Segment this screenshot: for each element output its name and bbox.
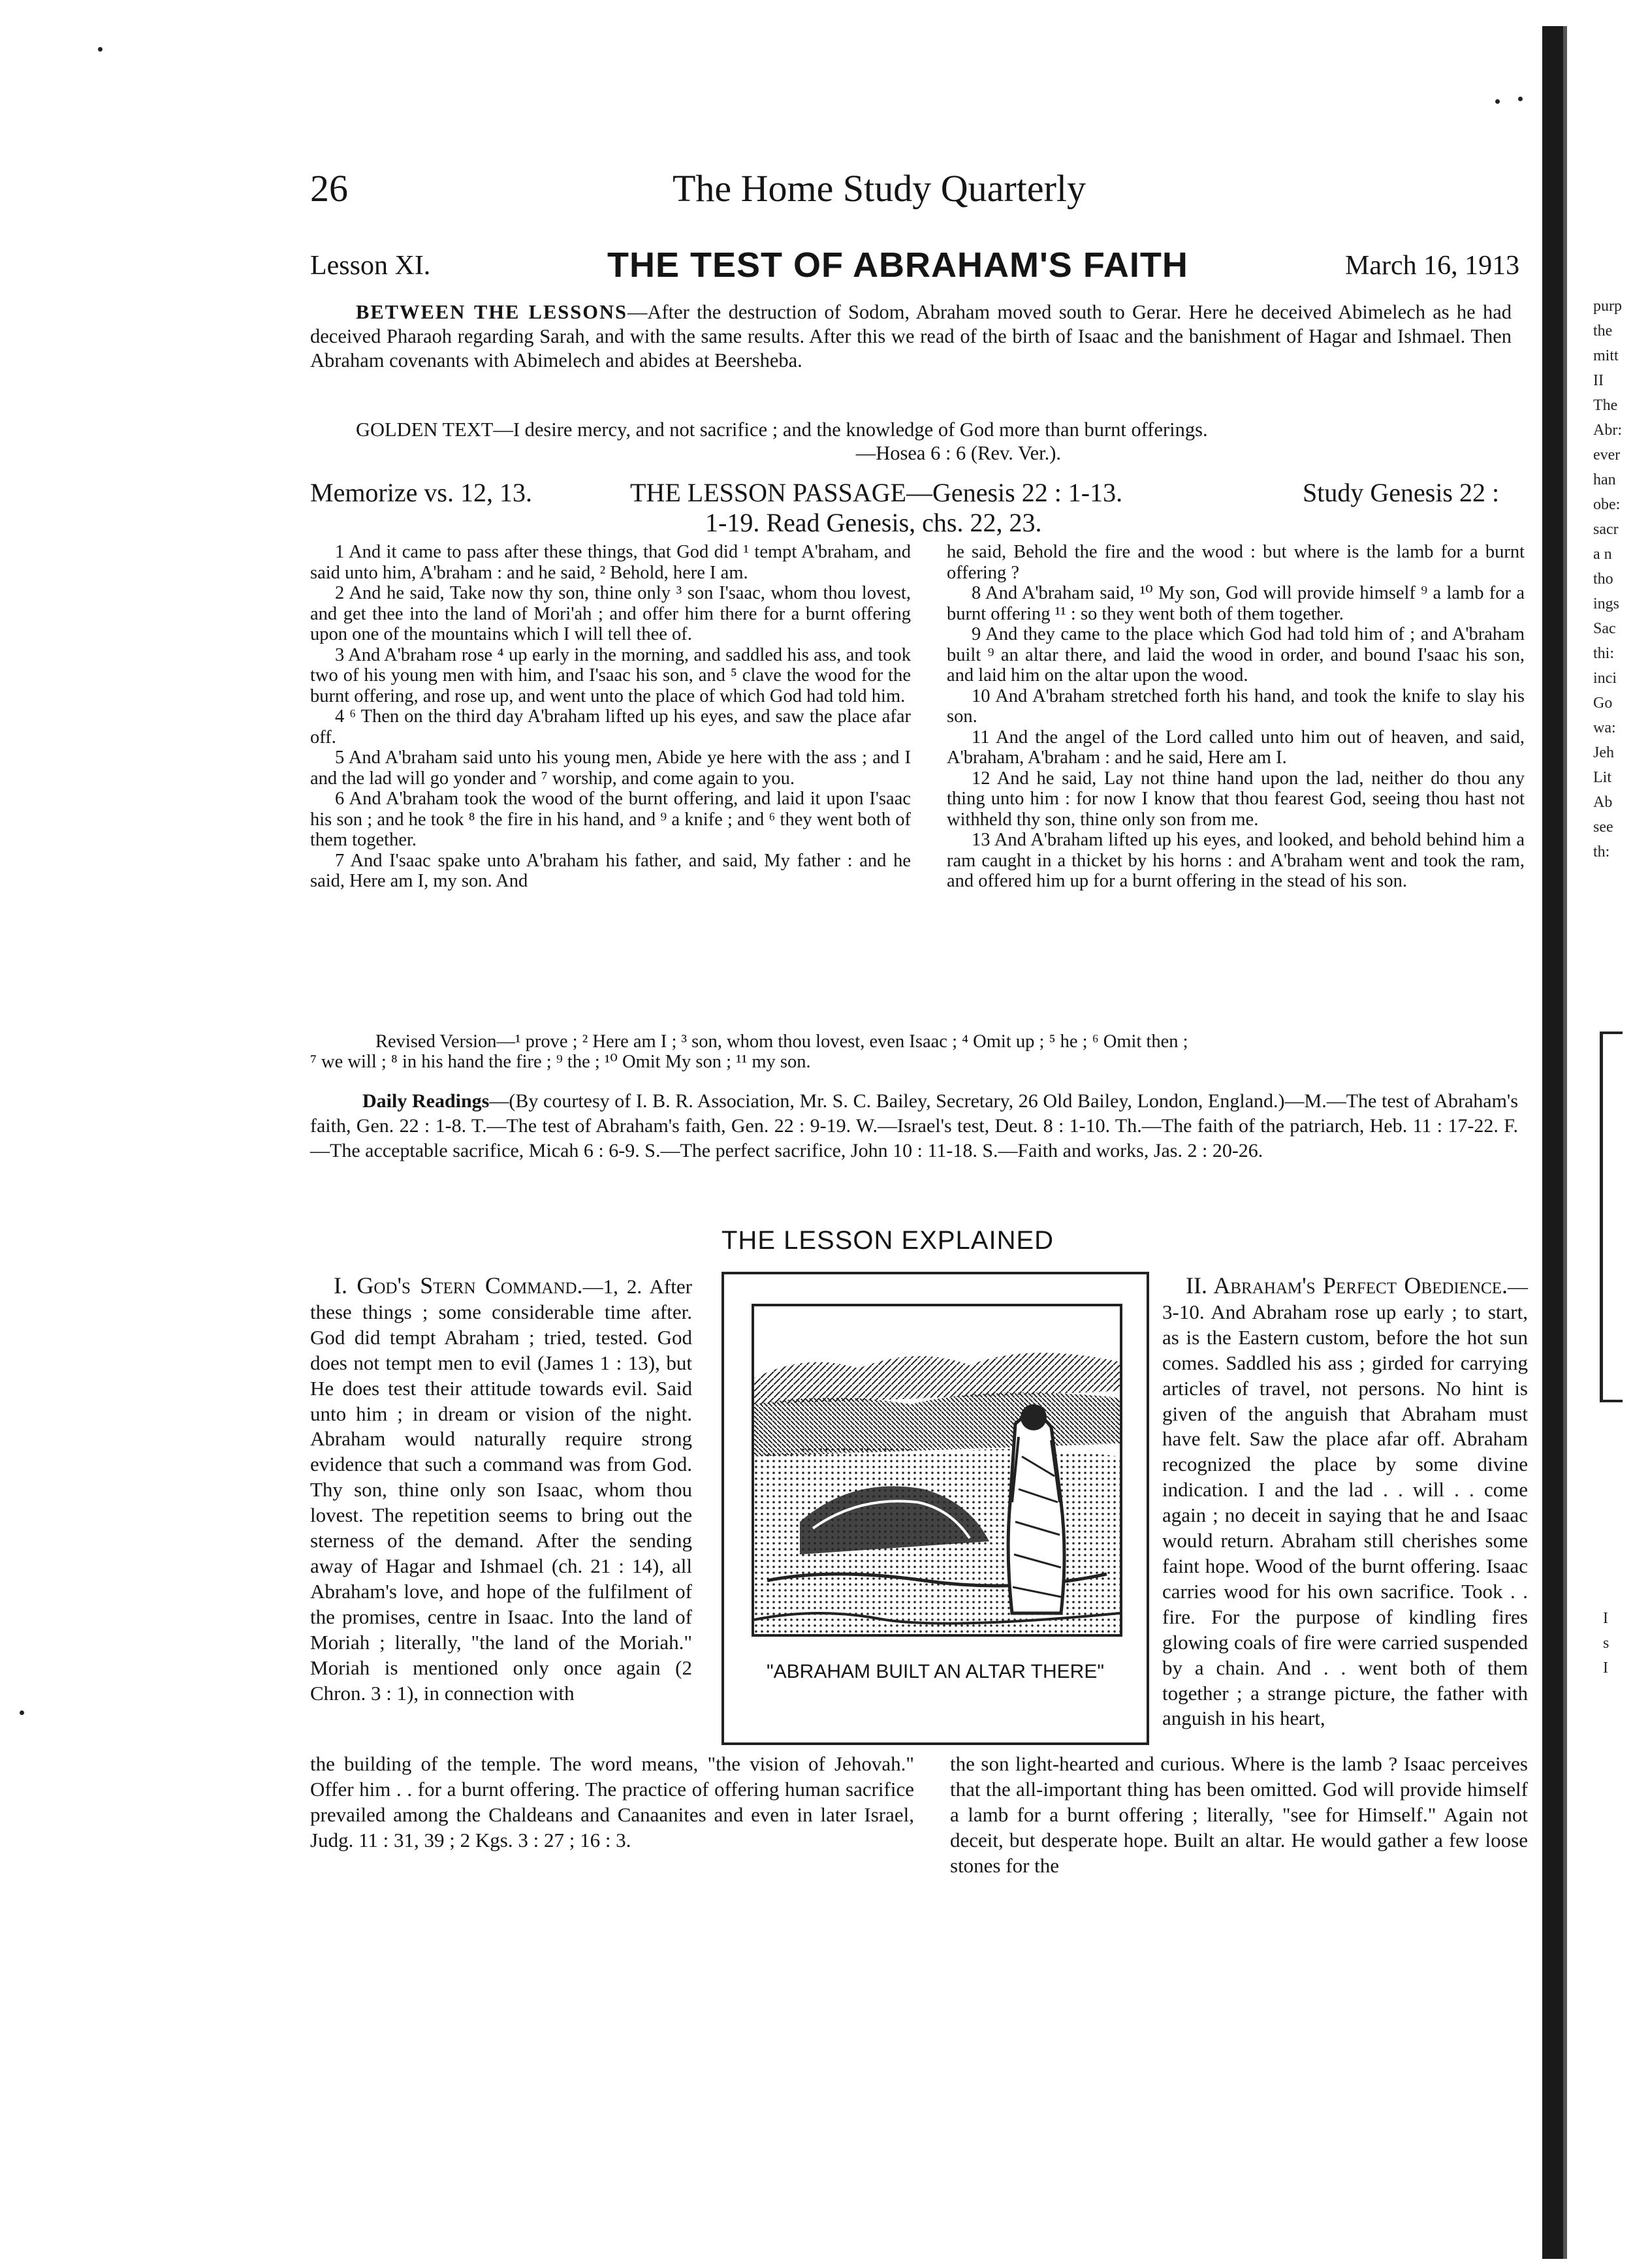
lesson-line (310, 245, 1525, 291)
passage-title: THE LESSON PASSAGE—Genesis 22 : 1-13. (630, 478, 1123, 507)
section-heading: II. Abraham's Perfect Obedience. (1186, 1272, 1508, 1299)
fragment: ever (1593, 447, 1621, 464)
daily-readings (310, 1089, 1518, 1163)
section-heading: I. God's Stern Command. (334, 1272, 583, 1299)
scan-speck (1495, 99, 1500, 104)
lesson-passage-header (310, 477, 1525, 548)
binding-edge (1563, 26, 1567, 2259)
fragment: ings (1593, 595, 1620, 612)
fragment: obe: (1593, 496, 1621, 513)
scan-speck (20, 1710, 24, 1715)
fragment: wa: (1593, 719, 1616, 736)
section-text-continued: the building of the temple. The word means, "the vision of Jehovah." Offer him . . for a burnt offering. The practice of offering human sacrifice prevailed among the Chaldeans and Canaanites and even in later Israel, Judg. 11 : 31, 39 ; 2 Kgs. 3 : 27 ; 16 : 3. (310, 1752, 914, 1851)
scan-speck (98, 47, 103, 52)
revised-version-notes (310, 1032, 1525, 1072)
verse: 13 And A'braham lifted up his eyes, and looked, and behold behind him a ram caught in a thicket by his horns : and A'braham went and took the ram, and offered him up for a burnt offering in the stead of his son. (947, 830, 1525, 891)
daily-readings-text: —(By courtesy of I. B. R. Association, Mr. S. C. Bailey, Secretary, 26 Old Bailey, London, England.)—M.—The test of Abraham's faith, Gen. 22 : 1-8. T.—The test of Abraham's faith, Gen. 22 : 9-19. W.—Israel's test, Deut. 8 : 1-10. Th.—The faith of the patriarch, Heb. 11 : 17-22. F.—The acceptable sacrifice, Micah 6 : 6-9. S.—The perfect sacrifice, John 10 : 11-18. S.—Faith and works, Jas. 2 : 20-26. (310, 1090, 1518, 1161)
section2-continued (950, 1752, 1528, 1879)
fragment: tho (1593, 571, 1613, 588)
fragment: sacr (1593, 521, 1619, 538)
verse: 6 And A'braham took the wood of the burnt offering, and laid it upon I'saac his son ; and he took ⁸ the fire in his hand, and ⁹ a knife ; and ⁶ they went both of them together. (310, 789, 911, 850)
fragment: II (1593, 372, 1604, 389)
section-gods-stern-command (310, 1273, 692, 1706)
abraham-altar-illustration (752, 1304, 1122, 1637)
fragment: I (1603, 1660, 1608, 1677)
verse: 9 And they came to the place which God had told him of ; and A'braham built ⁹ an altar there, and laid the wood in order, and bound I'saac his son, and laid him on the altar upon the wood. (947, 624, 1525, 685)
revised-version-line: ⁷ we will ; ⁸ in his hand the fire ; ⁹ the ; ¹⁰ Omit My son ; ¹¹ my son. (310, 1052, 811, 1072)
verse: 4 ⁶ Then on the third day A'braham lifted up his eyes, and saw the place afar off. (310, 706, 911, 748)
section1-continued (310, 1752, 914, 1853)
lesson-explained-heading: THE LESSON EXPLAINED (721, 1226, 1054, 1255)
lesson-title: THE TEST OF ABRAHAM'S FAITH (607, 245, 1188, 285)
section-text: —3-10. And Abraham rose up early ; to start, as is the Eastern custom, before the hot sun comes. Saddled his ass ; girded for carrying articles of travel, not persons. No hint is given of the anguish that Abraham must have felt. Saw the place afar off. Abraham recognized the place by some divine indication. I and the lad . . will . . come again ; no deceit in saying that he and Isaac would return. Abraham still cherishes some faint hope. Wood of the burnt offering. Isaac carries wood for his own sacrifice. Took . . fire. For the purpose of kindling fires glowing coals of fire were carried suspended by a chain. And . . went both of them together ; a strange picture, the father with anguish in his heart, (1162, 1275, 1528, 1730)
between-text: —After the destruction of Sodom, Abraham moved south to Gerar. Here he deceived Abimelech as he had deceived Pharaoh regarding Sarah, and with the same results. After this we read of the birth of Isaac and the banishment of Hagar and Ishmael. Then Abraham covenants with Abimelech and abides at Beersheba. (310, 301, 1512, 371)
verse: 3 And A'braham rose ⁴ up early in the morning, and saddled his ass, and took two of his young men with him, and I'saac his son, and ⁵ clave the wood for the burnt offering, and rose up, and went unto the place of which God had told him. (310, 644, 911, 706)
verse: 8 And A'braham said, ¹⁰ My son, God will provide himself ⁹ a lamb for a burnt offering ¹¹ : so they went both of them together. (947, 583, 1525, 624)
fragment: I (1603, 1610, 1608, 1627)
figure-caption: "ABRAHAM BUILT AN ALTAR THERE" (767, 1661, 1104, 1682)
fragment: Ab (1593, 794, 1613, 811)
facing-page-fragments-lower (1603, 1606, 1629, 1680)
fragment: the (1593, 323, 1613, 339)
study-note: Study Genesis 22 : (1303, 478, 1500, 507)
page-number: 26 (310, 167, 348, 210)
daily-readings-label: Daily Readings (362, 1090, 490, 1112)
scan-speck (1518, 97, 1523, 101)
fragment: see (1593, 819, 1613, 836)
verse: 7 And I'saac spake unto A'braham his father, and said, My father : and he said, Here am I, my son. And (310, 850, 911, 891)
golden-text-reference: —Hosea 6 : 6 (Rev. Ver.). (855, 442, 1061, 464)
section-text: —1, 2. After these things ; some considerable time after. God did tempt Abraham ; tried, tested. God does not tempt men to evil (James 1 : 13), but He does test their attitude towards evil. Said unto him ; in dream or vision of the night. Abraham would naturally require strong evidence that such a command was from God. Thy son, thine only son Isaac, whom thou lovest. The repetition seems to bring out the sterness of the demand. After the sending away of Hagar and Ishmael (ch. 21 : 14), all Abraham's love, and hope of the fulfilment of the promises, centre in Isaac. Into the land of Moriah ; literally, "the land of the Moriah." Moriah is mentioned only once again (2 Chron. 3 : 1), in connection with (310, 1275, 692, 1705)
fragment: han (1593, 471, 1616, 488)
verse: 11 And the angel of the Lord called unto him out of heaven, and said, A'braham, A'braham : and he said, Here am I. (947, 727, 1525, 768)
lesson-date: March 16, 1913 (1345, 251, 1520, 281)
golden-text-line: GOLDEN TEXT—I desire mercy, and not sacrifice ; and the knowledge of God more than burnt offerings. (356, 418, 1208, 441)
journal-title: The Home Study Quarterly (673, 167, 1086, 210)
fragment: thi: (1593, 645, 1615, 662)
memorize-note: Memorize vs. 12, 13. (310, 478, 532, 507)
verse: 2 And he said, Take now thy son, thine only ³ son I'saac, whom thou lovest, and get thee into the land of Mori'ah ; and offer him there for a burnt offering upon one of the mountains which I will tell thee of. (310, 583, 911, 644)
fragment: mitt (1593, 347, 1619, 364)
fragment: a n (1593, 546, 1612, 563)
verse: 1 And it came to pass after these things, that God did ¹ tempt A'braham, and said unto him, A'braham : and he said, ² Behold, here I am. (310, 542, 911, 583)
facing-page-bracket (1600, 1032, 1623, 1402)
fragment: th: (1593, 843, 1610, 860)
between-label: BETWEEN THE LESSONS (356, 301, 627, 323)
verses-left-column (310, 542, 911, 892)
fragment: Go (1593, 695, 1613, 712)
golden-text (310, 418, 1512, 465)
fragment: purp (1593, 298, 1622, 315)
fragment: Sac (1593, 620, 1616, 637)
running-header (310, 166, 1525, 219)
verse: 10 And A'braham stretched forth his hand, and took the knife to slay his son. (947, 685, 1525, 727)
binding-shadow (1542, 26, 1563, 2259)
between-the-lessons (310, 300, 1512, 373)
lesson-number: Lesson XI. (310, 251, 431, 281)
fragment: Lit (1593, 769, 1611, 786)
verses-right-column (947, 542, 1525, 892)
facing-page-fragments (1593, 294, 1622, 864)
fragment: s (1603, 1635, 1609, 1652)
verse: 5 And A'braham said unto his young men, Abide ye here with the ass ; and I and the lad will go yonder and ⁷ worship, and come again to you. (310, 748, 911, 789)
fragment: inci (1593, 670, 1617, 687)
fragment: Jeh (1593, 744, 1614, 761)
illustration-frame (721, 1272, 1149, 1745)
verse: he said, Behold the fire and the wood : but where is the lamb for a burnt offering ? (947, 542, 1525, 583)
section-abrahams-perfect-obedience (1162, 1273, 1528, 1731)
fragment: Abr: (1593, 422, 1622, 439)
verse: 12 And he said, Lay not thine hand upon the lad, neither do thou any thing unto him : for now I know that thou fearest God, seeing thou hast not withheld thy son, thine only son from me. (947, 768, 1525, 830)
passage-reading: 1-19. Read Genesis, chs. 22, 23. (705, 508, 1042, 537)
revised-version-line: Revised Version—¹ prove ; ² Here am I ; ³ son, whom thou lovest, even Isaac ; ⁴ Omit up ; ⁵ he ; ⁶ Omit then ; (375, 1032, 1188, 1052)
section-text-continued: the son light-hearted and curious. Where is the lamb ? Isaac perceives that the all-important thing has been omitted. God will provide himself a lamb for a burnt offering ; literally, "see for Himself." Again not deceit, but desperate hope. Built an altar. He would gather a few loose stones for the (950, 1752, 1528, 1877)
fragment: The (1593, 397, 1618, 414)
